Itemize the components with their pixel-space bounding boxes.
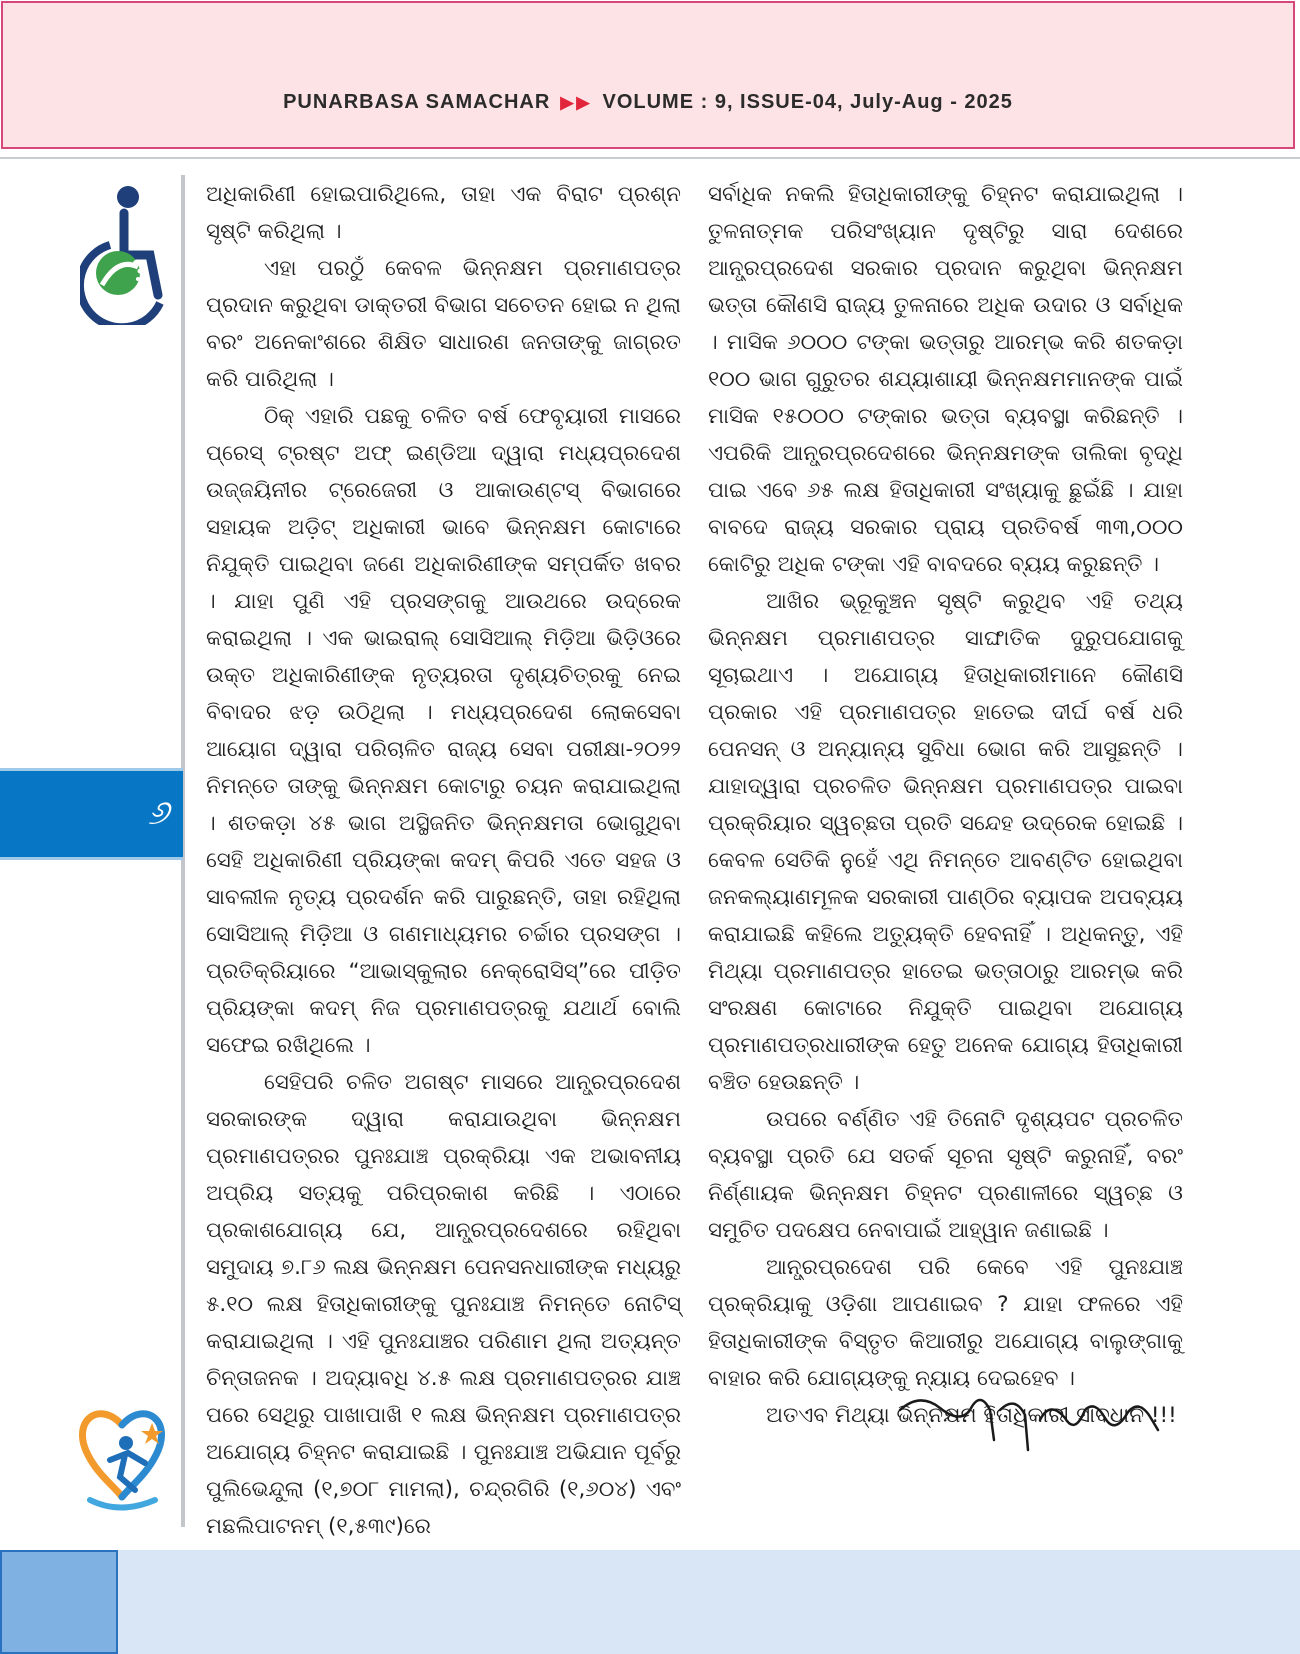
editor-signature [890, 1380, 1170, 1460]
header-line [3, 91, 1293, 114]
footer-accent-block [0, 1550, 118, 1654]
volume-issue: VOLUME : 9, ISSUE-04, July-Aug - 2025 [602, 91, 1013, 113]
article-paragraph: ଅଧିକାରିଣୀ ହୋଇପାରିଥିଲେ, ତାହା ଏକ ବିରାଟ ପ୍ରଶ୍ନ ସୃଷ୍ଟି କରିଥିଲା । [206, 182, 681, 244]
article-paragraph: ଠିକ୍ ଏହାରି ପଛକୁ ଚଳିତ ବର୍ଷ ଫେବୃୟାରୀ ମାସରେ ପ୍ରେସ୍ ଟ୍ରଷ୍ଟ ଅଫ୍ ଇଣ୍ଡିଆ ଦ୍ୱାରା ମଧ୍ୟପ୍ରଦେଶ ଉଜ୍ଜୟିନୀର ଟ୍ରେଜେରୀ ଓ ଆକାଉଣ୍ଟସ୍ ବିଭାଗରେ ସହାୟକ ଅଡ଼ିଟ୍ ଅଧିକାରୀ ଭାବେ ଭିନ୍ନକ୍ଷମ କୋଟାରେ ନିଯୁକ୍ତି ପାଇଥିବା ଜଣେ ଅଧିକାରିଣୀଙ୍କ ସମ୍ପର୍କିତ ଖବର । ଯାହା ପୁଣି ଏହି ପ୍ରସଙ୍ଗକୁ ଆଉଥରେ ଉଦ୍ରେକ କରାଇଥିଲା । ଏକ ଭାଇରାଲ୍ ସୋସିଆଲ୍ ମିଡ଼ିଆ ଭିଡ଼ିଓରେ ଉକ୍ତ ଅଧିକାରିଣୀଙ୍କ ନୃତ୍ୟରତା ଦୃଶ୍ୟଚିତ୍ରକୁ ନେଇ ବିବାଦର ଝଡ଼ ଉଠିଥିଲା । ମଧ୍ୟପ୍ରଦେଶ ଲୋକସେବା ଆୟୋଗ ଦ୍ୱାରା ପରିଚାଳିତ ରାଜ୍ୟ ସେବା ପରୀକ୍ଷା-୨୦୨୨ ନିମନ୍ତେ ତାଙ୍କୁ ଭିନ୍ନକ୍ଷମ କୋଟାରୁ ଚୟନ କରାଯାଇଥିଲା । ଶତକଡ଼ା ୪୫ ଭାଗ ଅସ୍ଥିଜନିତ ଭିନ୍ନକ୍ଷମତା ଭୋଗୁଥିବା ସେହି ଅଧିକାରିଣୀ ପ୍ରିୟଙ୍କା କଦମ୍ କିପରି ଏତେ ସହଜ ଓ ସାବଲୀଳ ନୃତ୍ୟ ପ୍ରଦର୍ଶନ କରି ପାରୁଛନ୍ତି, ତାହା ରହିଥିଲା ସୋସିଆଲ୍ ମିଡ଼ିଆ ଓ ଗଣମାଧ୍ୟମର ଚର୍ଚ୍ଚାର ପ୍ରସଙ୍ଗ । ପ୍ରତିକ୍ରିୟାରେ “ଆଭାସ୍କୁଲାର ନେକ୍ରୋସିସ୍”ରେ ପୀଡ଼ିତ ପ୍ରିୟଙ୍କା କଦମ୍ ନିଜ ପ୍ରମାଣପତ୍ରକୁ ଯଥାର୍ଥ ବୋଲି ସଫେଇ ରଖିଥିଲେ । [206, 404, 681, 1058]
header-divider [0, 157, 1300, 159]
article-paragraph: ଆଖିର ଭ୍ରୂକୁଞ୍ଚନ ସୃଷ୍ଟି କରୁଥିବ ଏହି ତଥ୍ୟ ଭିନ୍ନକ୍ଷମ ପ୍ରମାଣପତ୍ର ସାଙ୍ଘାତିକ ଦୁରୁପଯୋଗକୁ ସୂଚାଇଥାଏ । ଅଯୋଗ୍ୟ ହିତାଧିକାରୀମାନେ କୌଣସି ପ୍ରକାର ଏହି ପ୍ରମାଣପତ୍ର ହାତେଇ ଦୀର୍ଘ ବର୍ଷ ଧରି ପେନସନ୍ ଓ ଅନ୍ୟାନ୍ୟ ସୁବିଧା ଭୋଗ କରି ଆସୁଛନ୍ତି । ଯାହାଦ୍ୱାରା ପ୍ରଚଳିତ ଭିନ୍ନକ୍ଷମ ପ୍ରମାଣପତ୍ର ପାଇବା ପ୍ରକ୍ରିୟାର ସ୍ୱଚ୍ଛତା ପ୍ରତି ସନ୍ଦେହ ଉଦ୍ରେକ ହୋଇଛି । କେବଳ ସେତିକି ନୁହେଁ ଏଥି ନିମନ୍ତେ ଆବଣ୍ଟିତ ହୋଇଥିବା ଜନକଲ୍ୟାଣମୂଳକ ସରକାରୀ ପାଣ୍ଠିର ବ୍ୟାପକ ଅପବ୍ୟୟ କରାଯାଇଛି କହିଲେ ଅତ୍ୟୁକ୍ତି ହେବନାହିଁ । ଅଧିକନ୍ତୁ, ଏହି ମିଥ୍ୟା ପ୍ରମାଣପତ୍ର ହାତେଇ ଭତ୍ତାଠାରୁ ଆରମ୍ଭ କରି ସଂରକ୍ଷଣ କୋଟାରେ ନିଯୁକ୍ତି ପାଇଥିବା ଅଯୋଗ୍ୟ ପ୍ରମାଣପତ୍ରଧାରୀଙ୍କ ହେତୁ ଅନେକ ଯୋଗ୍ୟ ହିତାଧିକାରୀ ବଞ୍ଚିତ ହେଉଛନ୍ତି । [708, 589, 1183, 1095]
article-paragraph: ଆନ୍ଧ୍ରପ୍ରଦେଶ ପରି କେବେ ଏହି ପୁନଃଯାଞ୍ଚ ପ୍ରକ୍ରିୟାକୁ ଓଡ଼ିଶା ଆପଣାଇବ ? ଯାହା ଫଳରେ ଏହି ହିତାଧିକାରୀଙ୍କ ବିସ୍ତୃତ କିଆରୀରୁ ଅଯୋଗ୍ୟ ବାଲୁଙ୍ଗାକୁ ବାହାର କରି ଯୋଗ୍ୟଙ୍କୁ ନ୍ୟାୟ ଦେଇହେବ । [708, 1255, 1183, 1391]
publication-name: PUNARBASA SAMACHAR [283, 91, 551, 113]
header-banner [1, 1, 1295, 149]
article-paragraph: ଅତଏବ ମିଥ୍ୟା ଭିନ୍ନକ୍ଷମ ହିତାଧିକାରୀ ସାବଧାନ !!! [766, 1403, 1177, 1428]
footer-band [0, 1550, 1300, 1654]
double-arrow-icon: ▶▶ [560, 93, 593, 112]
inclusion-logo-icon [70, 1405, 175, 1515]
article-paragraph: ଏହା ପରଠୁଁ କେବଳ ଭିନ୍ନକ୍ଷମ ପ୍ରମାଣପତ୍ର ପ୍ରଦାନ କରୁଥିବା ଡାକ୍ତରୀ ବିଭାଗ ସଚେତନ ହୋଇ ନ ଥିଲା ବରଂ ଅନେକାଂଶରେ ଶିକ୍ଷିତ ସାଧାରଣ ଜନତାଙ୍କୁ ଜାଗ୍ରତ କରି ପାରିଥିଲା । [206, 256, 681, 392]
article-left-column [206, 176, 681, 1545]
page-number: ୬ [147, 793, 169, 833]
article-paragraph: ସେହିପରି ଚଳିତ ଅଗଷ୍ଟ ମାସରେ ଆନ୍ଧ୍ରପ୍ରଦେଶ ସରକାରଙ୍କ ଦ୍ୱାରା କରାଯାଉଥିବା ଭିନ୍ନକ୍ଷମ ପ୍ରମାଣପତ୍ରର ପୁନଃଯାଞ୍ଚ ପ୍ରକ୍ରିୟା ଏକ ଅଭାବନୀୟ ଅପ୍ରିୟ ସତ୍ୟକୁ ପରିପ୍ରକାଶ କରିଛି । ଏଠାରେ ପ୍ରକାଶଯୋଗ୍ୟ ଯେ, ଆନ୍ଧ୍ରପ୍ରଦେଶରେ ରହିଥିବା ସମୁଦାୟ ୭.୮୬ ଲକ୍ଷ ଭିନ୍ନକ୍ଷମ ପେନସନଧାରୀଙ୍କ ମଧ୍ୟରୁ ୫.୧୦ ଲକ୍ଷ ହିତାଧିକାରୀଙ୍କୁ ପୁନଃଯାଞ୍ଚ ନିମନ୍ତେ ନୋଟିସ୍ କରାଯାଇଥିଲା । ଏହି ପୁନଃଯାଞ୍ଚର ପରିଣାମ ଥିଲା ଅତ୍ୟନ୍ତ ଚିନ୍ତାଜନକ । ଅଦ୍ୟାବଧି ୪.୫ ଲକ୍ଷ ପ୍ରମାଣପତ୍ରର ଯାଞ୍ଚ ପରେ ସେଥିରୁ ପାଖାପାଖି ୧ ଲକ୍ଷ ଭିନ୍ନକ୍ଷମ ପ୍ରମାଣପତ୍ର ଅଯୋଗ୍ୟ ଚିହ୍ନଟ କରାଯାଇଛି । ପୁନଃଯାଞ୍ଚ ଅଭିଯାନ ପୂର୍ବରୁ ପୁଲିଭେନ୍ଦୁଲା (୧,୭୦୮ ମାମଲା), ଚନ୍ଦ୍ରଗିରି (୧,୬୦୪) ଏବଂ ମଛଲିପାଟନମ୍ (୧,୫୩୯)ରେ [206, 1070, 681, 1539]
page-number-tab [0, 768, 183, 860]
article-paragraph: ସର୍ବାଧିକ ନକଲି ହିତାଧିକାରୀଙ୍କୁ ଚିହ୍ନଟ କରାଯାଇଥିଲା । ତୁଳନାତ୍ମକ ପରିସଂଖ୍ୟାନ ଦୃଷ୍ଟିରୁ ସାରା ଦେଶରେ ଆନ୍ଧ୍ରପ୍ରଦେଶ ସରକାର ପ୍ରଦାନ କରୁଥିବା ଭିନ୍ନକ୍ଷମ ଭତ୍ତା କୌଣସି ରାଜ୍ୟ ତୁଳନାରେ ଅଧିକ ଉଦାର ଓ ସର୍ବାଧିକ । ମାସିକ ୬୦୦୦ ଟଙ୍କା ଭତ୍ତାରୁ ଆରମ୍ଭ କରି ଶତକଡ଼ା ୧୦୦ ଭାଗ ଗୁରୁତର ଶଯ୍ୟାଶାୟୀ ଭିନ୍ନକ୍ଷମମାନଙ୍କ ପାଇଁ ମାସିକ ୧୫୦୦୦ ଟଙ୍କାର ଭତ୍ତା ବ୍ୟବସ୍ଥା କରିଛନ୍ତି । ଏପରିକି ଆନ୍ଧ୍ରପ୍ରଦେଶରେ ଭିନ୍ନକ୍ଷମଙ୍କ ତାଲିକା ବୃଦ୍ଧି ପାଇ ଏବେ ୬୫ ଲକ୍ଷ ହିତାଧିକାରୀ ସଂଖ୍ୟାକୁ ଛୁଇଁଛି । ଯାହା ବାବଦେ ରାଜ୍ୟ ସରକାର ପ୍ରାୟ ପ୍ରତିବର୍ଷ ୩୩,୦୦୦ କୋଟିରୁ ଅଧିକ ଟଙ୍କା ଏହି ବାବଦରେ ବ୍ୟୟ କରୁଛନ୍ତି । [708, 182, 1183, 577]
article-paragraph: ଉପରେ ବର୍ଣ୍ଣିତ ଏହି ତିନୋଟି ଦୃଶ୍ୟପଟ ପ୍ରଚଳିତ ବ୍ୟବସ୍ଥା ପ୍ରତି ଯେ ସତର୍କ ସୂଚନା ସୃଷ୍ଟି କରୁନାହିଁ, ବରଂ ନିର୍ଣ୍ଣାୟକ ଭିନ୍ନକ୍ଷମ ଚିହ୍ନଟ ପ୍ରଣାଳୀରେ ସ୍ୱଚ୍ଛ ଓ ସମୁଚିତ ପଦକ୍ଷେପ ନେବାପାଇଁ ଆହ୍ୱାନ ଜଣାଇଛି । [708, 1107, 1183, 1243]
article-right-column [708, 176, 1183, 1434]
accessibility-logo-icon [80, 185, 170, 325]
